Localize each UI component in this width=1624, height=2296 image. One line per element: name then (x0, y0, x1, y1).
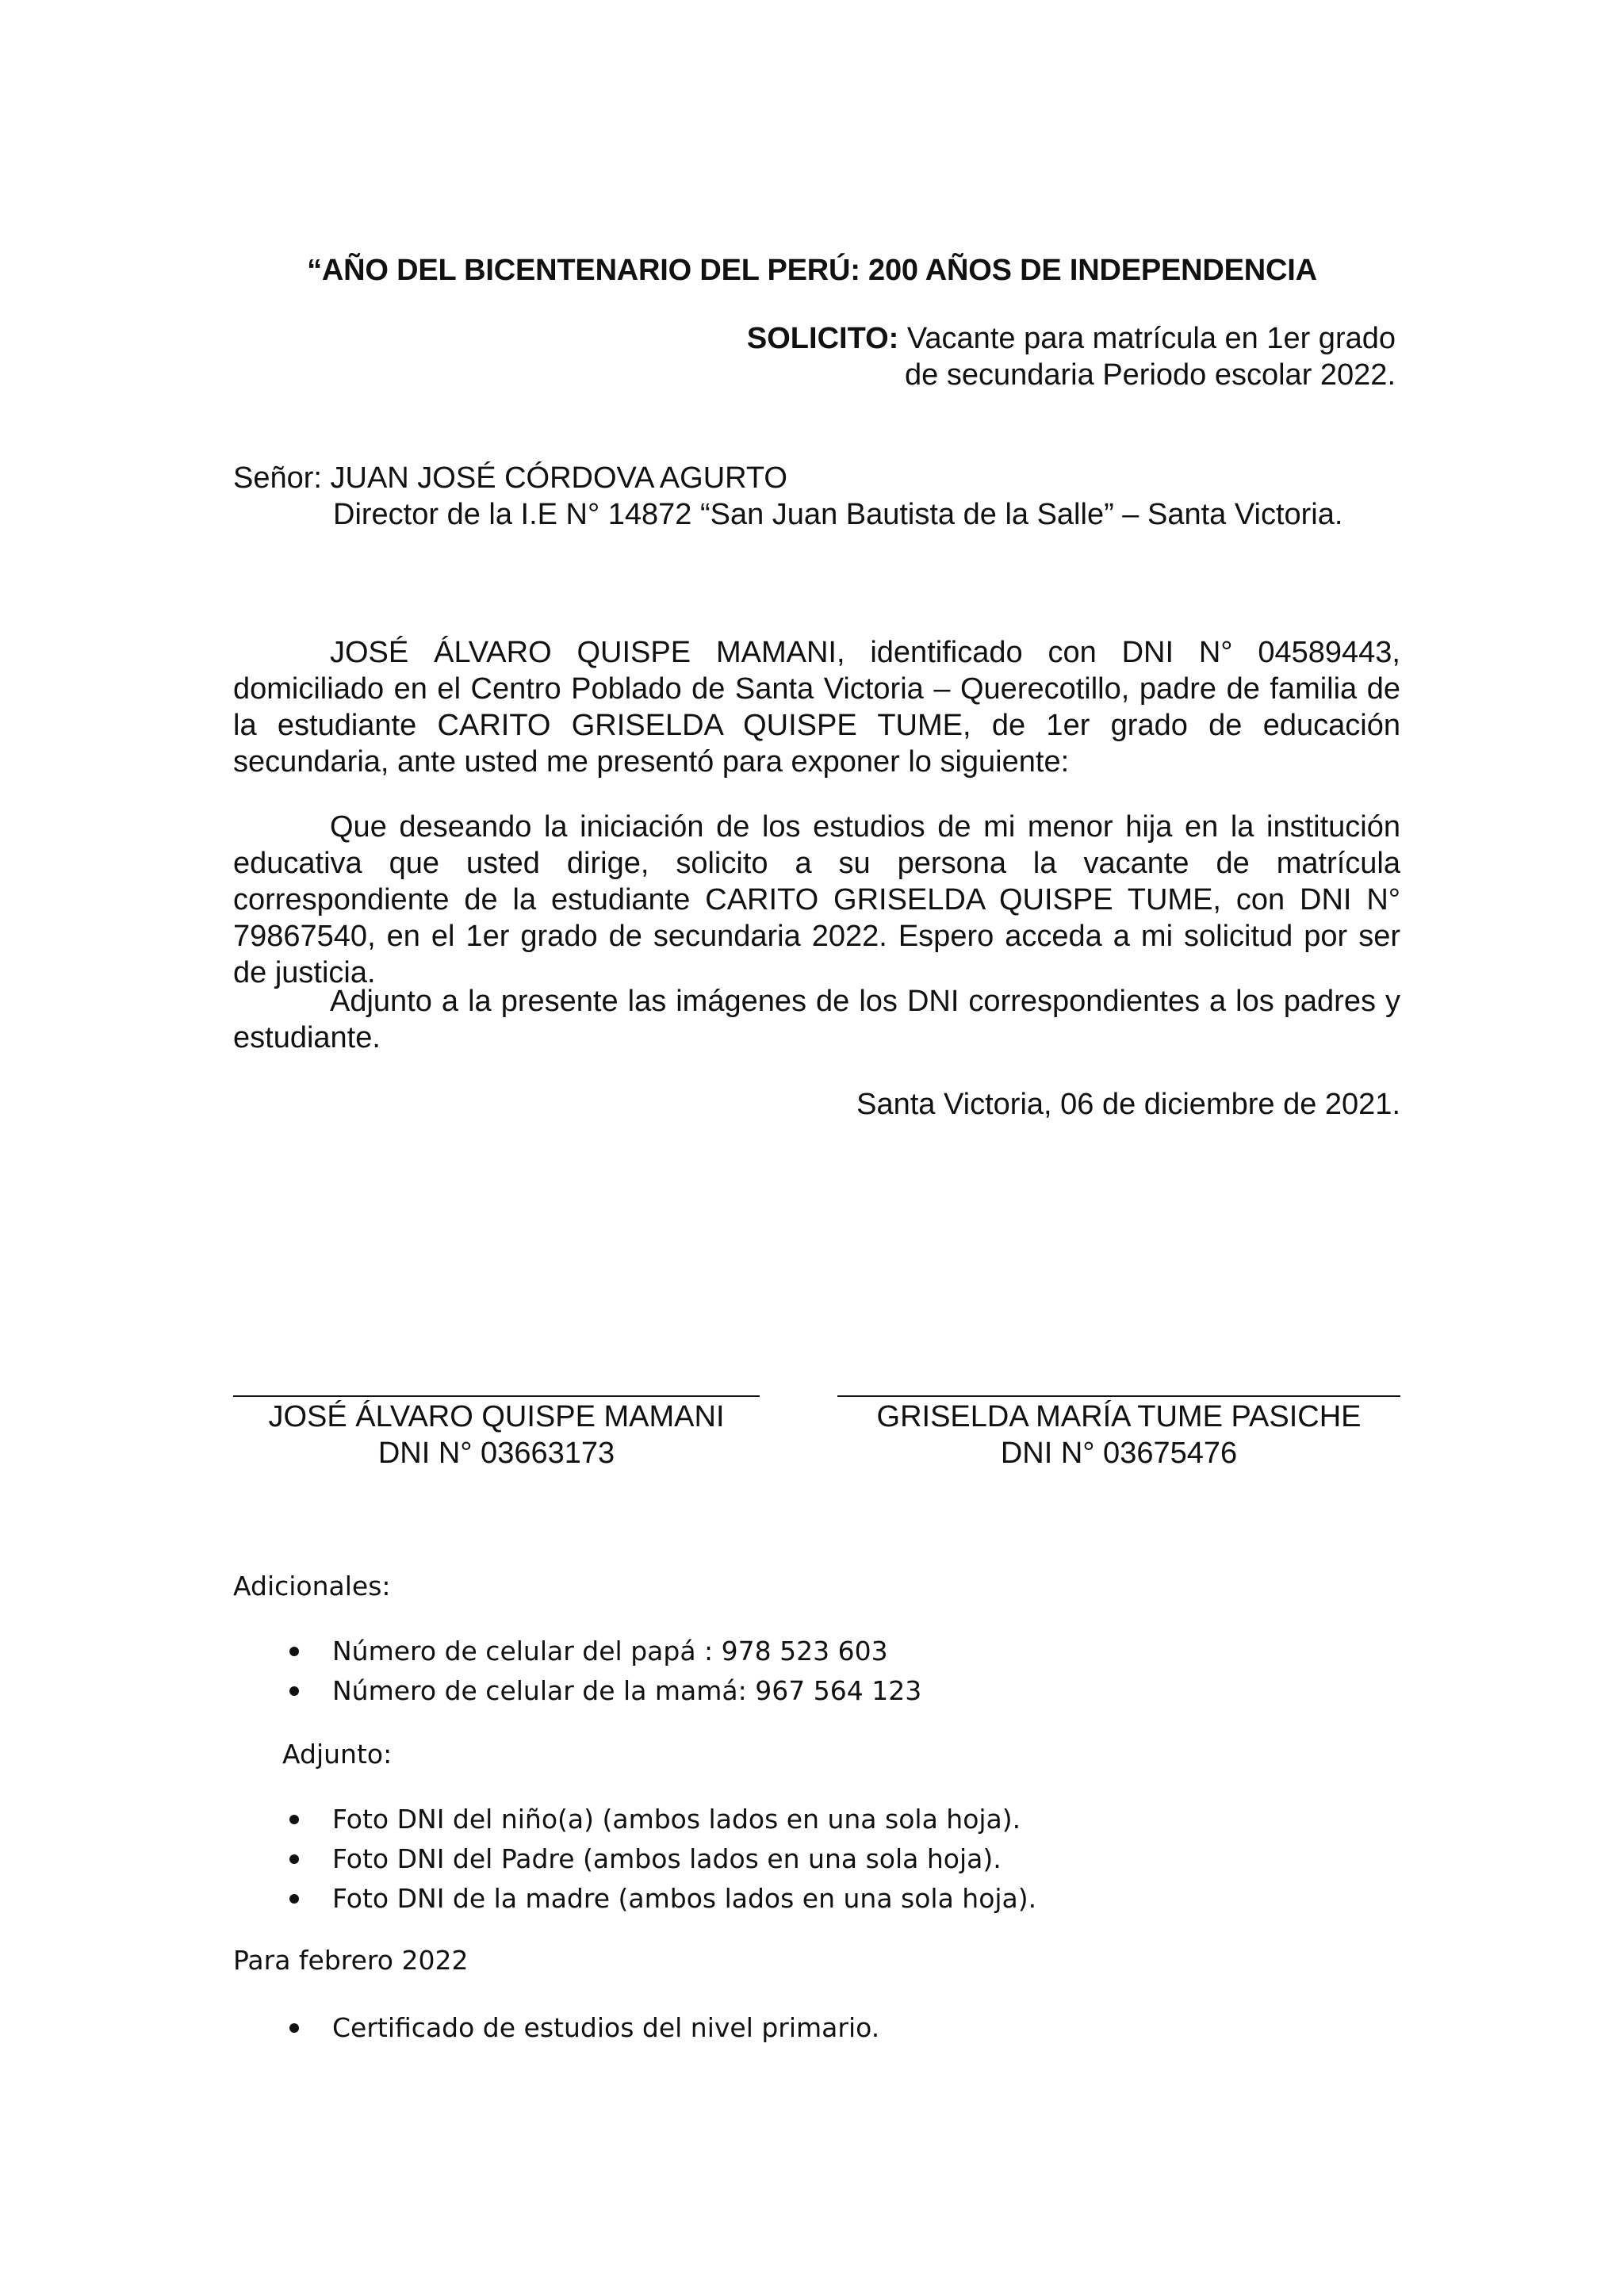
bullet-icon (289, 1815, 299, 1824)
body-paragraph-2: Que deseando la iniciación de los estudios de mi menor hija en la institución educativa que usted dirige, solicito a su persona la vacante de matrícula correspondiente de la estudiante CARITO GRISELDA QUISPE TUME, con DNI N° 79867540, en el 1er grado de secundaria 2022. Espero acceda a mi solicitud por ser de justicia. (233, 810, 1400, 989)
signature-dni: DNI N° 03663173 (377, 1437, 615, 1470)
febrero-heading: Para febrero 2022 (233, 1945, 469, 1976)
list-item (233, 1839, 1036, 1879)
signature-name: GRISELDA MARÍA TUME PASICHE (876, 1400, 1362, 1433)
solicito-line-1 (745, 320, 1396, 357)
list-item-text: Certificado de estudios del nivel primario. (332, 2012, 880, 2043)
addressee-title: Director de la I.E N° 14872 “San Juan Bautista de la Salle” – Santa Victoria. (333, 498, 1343, 531)
bullet-icon (289, 1647, 299, 1656)
bullet-icon (289, 1686, 299, 1696)
signature-dni: DNI N° 03675476 (1000, 1437, 1238, 1470)
addressee-name: Señor: JUAN JOSÉ CÓRDOVA AGURTO (233, 461, 787, 495)
solicito-label: SOLICITO: (746, 322, 899, 355)
list-item (233, 1632, 921, 1671)
body-paragraph-3: Adjunto a la presente las imágenes de los DNI correspondientes a los padres y estudiante. (233, 985, 1400, 1054)
bullet-icon (289, 1894, 299, 1904)
list-item-text: Número de celular de la mamá: 967 564 123 (332, 1675, 922, 1706)
february-list (233, 2008, 879, 2048)
list-item (233, 1671, 921, 1711)
list-item-text: Foto DNI de la madre (ambos lados en una sola hoja). (332, 1883, 1037, 1914)
list-item-text: Foto DNI del niño(a) (ambos lados en una sola hoja). (332, 1804, 1021, 1835)
bullet-icon (289, 2023, 299, 2033)
body-paragraph-1: JOSÉ ÁLVARO QUISPE MAMANI, identificado con DNI N° 04589443, domiciliado en el Centro Poblado de Santa Victoria – Querecotillo, padre de familia de la estudiante CARITO GRISELDA QUISPE TUME, de 1er grado de educación secundaria, ante usted me presentó para exponer lo siguiente: (233, 636, 1400, 779)
bullet-icon (289, 1854, 299, 1864)
signature-mother (837, 1399, 1400, 1471)
solicito-block (745, 320, 1396, 393)
signature-father (233, 1399, 760, 1471)
document-motto: “AÑO DEL BICENTENARIO DEL PERÚ: 200 AÑOS DE INDEPENDENCIA (307, 254, 1317, 287)
list-item-text: Foto DNI del Padre (ambos lados en una sola hoja). (332, 1843, 1002, 1874)
signature-name: JOSÉ ÁLVARO QUISPE MAMANI (268, 1400, 725, 1433)
addressee-block (233, 460, 1423, 533)
adicionales-heading: Adicionales: (233, 1571, 391, 1601)
solicito-text-2: de secundaria Periodo escolar 2022. (905, 358, 1396, 392)
list-item (233, 2008, 879, 2048)
date-line: Santa Victoria, 06 de diciembre de 2021. (856, 1088, 1400, 1121)
list-item (233, 1800, 1036, 1839)
signature-line-mother (837, 1395, 1400, 1397)
contact-list (233, 1632, 921, 1711)
signature-line-father (233, 1395, 760, 1397)
solicito-text-1: Vacante para matrícula en 1er grado (906, 322, 1396, 355)
list-item-text: Número de celular del papá : 978 523 603 (332, 1636, 888, 1667)
list-item (233, 1879, 1036, 1919)
attachments-list (233, 1800, 1036, 1919)
adjunto-heading: Adjunto: (282, 1739, 393, 1770)
